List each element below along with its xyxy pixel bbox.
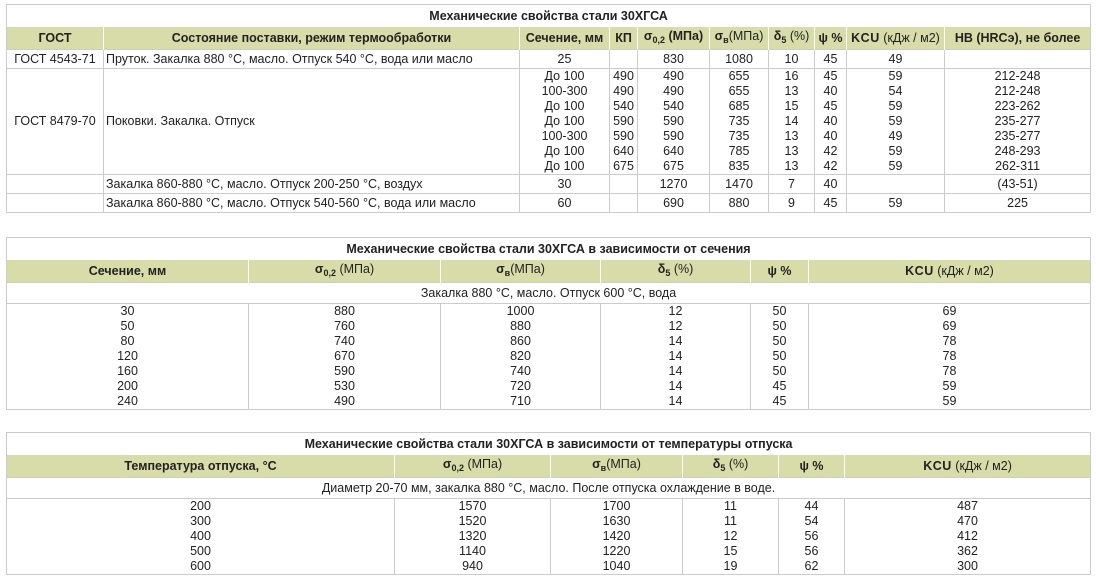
cell-hb [945,50,1091,69]
cell-delta: 16 13 15 14 13 13 13 [769,69,815,175]
cell-sigmab: 1000 880 860 820 740 720 710 [441,304,601,410]
cell-sigmab: 1080 [710,50,769,69]
cell-psi: 40 [815,175,847,194]
col-kcu: KCU (кДж / м2) [847,27,945,50]
cell-section: 60 [520,194,610,213]
table-row [7,50,1091,69]
col-kcu: KCU (кДж / м2) [845,455,1091,478]
table-header [7,260,1091,283]
cell-psi: 44 54 56 56 62 [779,499,845,575]
col-gost: ГОСТ [7,27,104,50]
table-note-row [7,478,1091,499]
cell-kcu [847,175,945,194]
cell-kp: 490 490 540 590 590 640 675 [610,69,638,175]
cell-kcu: 487 470 412 362 300 [845,499,1091,575]
cell-section: До 100 100-300 До 100 До 100 100-300 До 100 До 100 [520,69,610,175]
cell-psi: 45 40 45 40 40 42 42 [815,69,847,175]
table-row [7,69,1091,175]
col-sigma02: $\sigma_{0,2}$ (МПа) [249,260,441,283]
cell-sigmab: 1470 [710,175,769,194]
cell-sigma02: 490 490 540 590 590 640 675 [638,69,710,175]
col-section: Сечение, мм [7,260,249,283]
cell-temp: 200 300 400 500 600 [7,499,395,575]
cell-psi: 45 [815,194,847,213]
col-sigmab: $\sigma_в(МПа)$ [441,260,601,283]
cell-hb: 212-248 212-248 223-262 235-277 235-277 248-293 262-311 [945,69,1091,175]
cell-sigma02: 690 [638,194,710,213]
cell-gost [7,175,104,194]
cell-state: Поковки. Закалка. Отпуск [104,69,520,175]
properties-table [6,4,1091,213]
cell-kp [610,50,638,69]
col-psi: ψ % [751,260,809,283]
table-row [7,304,1091,410]
cell-kcu: 59 [847,194,945,213]
cell-kcu: 49 [847,50,945,69]
col-psi: ψ % [815,27,847,50]
col-temp: Температура отпуска, °С [7,455,395,478]
cell-delta: 9 [769,194,815,213]
cell-kcu: 59 54 59 59 49 59 59 [847,69,945,175]
cell-section: 25 [520,50,610,69]
cell-state: Закалка 860-880 °С, масло. Отпуск 540-560 °С, вода или масло [104,194,520,213]
cell-psi: 45 [815,50,847,69]
col-delta: $\delta_5$ (%) [769,27,815,50]
cell-delta: 11 11 12 15 19 [683,499,779,575]
cell-gost: ГОСТ 8479-70 [7,69,104,175]
col-delta: $\delta_5$ (%) [601,260,751,283]
table-header [7,27,1091,50]
cell-section: 30 [520,175,610,194]
cell-state: Пруток. Закалка 880 °С, масло. Отпуск 540 °С, вода или масло [104,50,520,69]
cell-sigmab: 1700 1630 1420 1220 1040 [551,499,683,575]
col-hb: HB (HRCэ), не более [945,27,1091,50]
cell-kp [610,194,638,213]
col-section: Сечение, мм [520,27,610,50]
table-row [7,499,1091,575]
cell-delta: 7 [769,175,815,194]
cell-sigma02: 830 [638,50,710,69]
cell-hb: (43-51) [945,175,1091,194]
section-table [6,237,1091,410]
cell-hb: 225 [945,194,1091,213]
col-kcu: KCU (кДж / м2) [809,260,1091,283]
col-sigmab: $\sigma_в(МПа)$ [710,27,769,50]
col-sigmab: $\sigma_в(МПа)$ [551,455,683,478]
cell-section: 30 50 80 120 160 200 240 [7,304,249,410]
table-row [7,175,1091,194]
cell-psi: 50 50 50 50 50 45 45 [751,304,809,410]
col-sigma02: $\sigma_{0,2}$ (МПа) [395,455,551,478]
col-state: Состояние поставки, режим термообработки [104,27,520,50]
cell-gost: ГОСТ 4543-71 [7,50,104,69]
cell-sigma02: 880 760 740 670 590 530 490 [249,304,441,410]
cell-sigma02: 1570 1520 1320 1140 940 [395,499,551,575]
table-title: Механические свойства стали 30ХГСА [7,5,1091,28]
table-note: Закалка 880 °С, масло. Отпуск 600 °С, вода [7,283,1091,304]
tempering-table [6,432,1091,575]
cell-gost [7,194,104,213]
cell-sigmab: 655 655 685 735 735 785 835 [710,69,769,175]
table-note-row [7,283,1091,304]
table-note: Диаметр 20-70 мм, закалка 880 °С, масло. После отпуска охлаждение в воде. [7,478,1091,499]
cell-kcu: 69 69 78 78 78 59 59 [809,304,1091,410]
col-psi: ψ % [779,455,845,478]
table-title: Механические свойства стали 30ХГСА в зависимости от температуры отпуска [7,433,1091,456]
col-sigma02: $\sigma_{0,2}$ (МПа) [638,27,710,50]
cell-delta: 12 12 14 14 14 14 14 [601,304,751,410]
cell-sigmab: 880 [710,194,769,213]
table-header [7,455,1091,478]
table-row [7,194,1091,213]
col-delta: $\delta_5$ (%) [683,455,779,478]
table-title: Механические свойства стали 30ХГСА в зависимости от сечения [7,238,1091,261]
col-kp: КП [610,27,638,50]
cell-state: Закалка 860-880 °С, масло. Отпуск 200-250 °С, воздух [104,175,520,194]
cell-sigma02: 1270 [638,175,710,194]
cell-kp [610,175,638,194]
cell-delta: 10 [769,50,815,69]
